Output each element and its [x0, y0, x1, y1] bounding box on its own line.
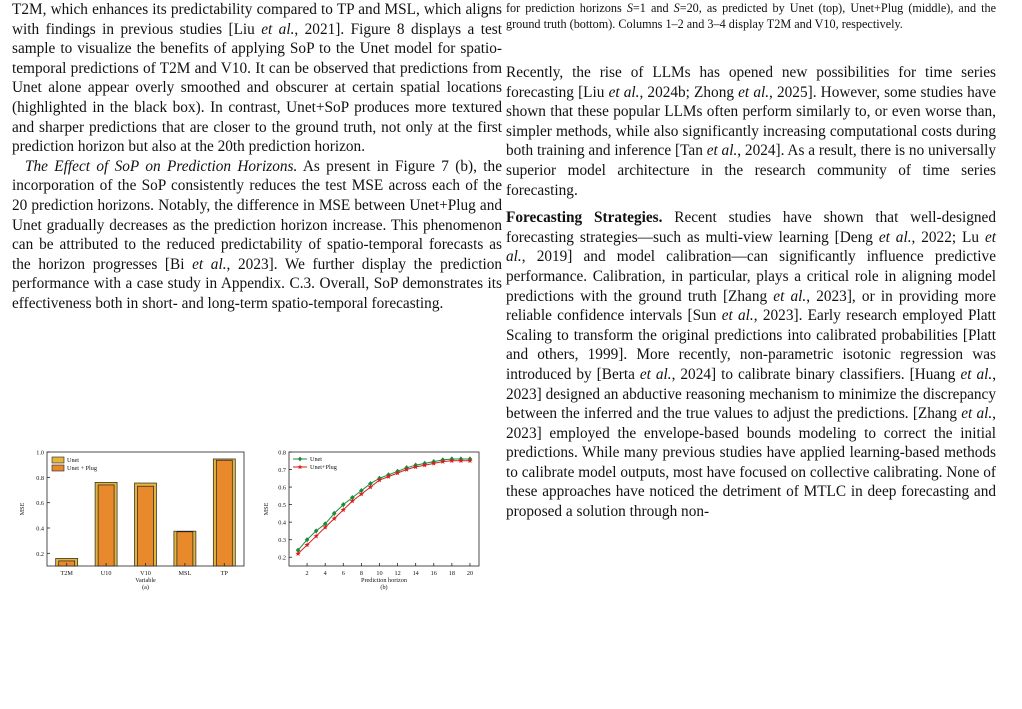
text-run: =20, as predicted by Unet (top), Unet+Plug (middle), and the ground truth (bottom). Columns 1–2 and 3–4 display T2M and V10, respectively. — [506, 1, 996, 31]
text-run: , 2022; Lu — [911, 228, 985, 246]
legend-swatch — [52, 465, 64, 471]
x-axis-label: Prediction horizon — [361, 577, 407, 584]
legend-swatch — [52, 457, 64, 463]
bar-unet-plug — [216, 460, 232, 566]
x-tick-label: 10 — [376, 570, 383, 577]
y-tick-label: 0.2 — [36, 550, 44, 558]
y-tick-label: 1.0 — [36, 449, 44, 457]
bar-unet-plug — [98, 485, 114, 566]
text-run: , 2024]. As a result, there is no universally superior model architecture in the research community of time series forecasting. — [506, 142, 997, 199]
text-run: S — [626, 1, 633, 15]
text-run: , 2024] to calibrate binary classifiers. [Huang — [671, 365, 961, 383]
y-tick-label: 0.4 — [36, 525, 44, 533]
text-run: et al. — [706, 142, 738, 160]
bar-unet-plug — [177, 532, 193, 566]
right-column — [506, 0, 996, 522]
y-tick-label: 0.8 — [36, 474, 44, 482]
paragraph-predictability — [12, 0, 502, 157]
text-run: et al. — [721, 307, 754, 325]
y-tick-label: 0.6 — [278, 484, 286, 492]
text-run: et al. — [639, 365, 672, 383]
y-axis-label: MSE — [263, 502, 270, 516]
series-line — [298, 459, 470, 550]
text-run: =1 and — [632, 1, 674, 15]
series-line — [298, 461, 470, 554]
text-run: , 2023]. Early research employed Platt Scaling to transform the original predictions into calibrated probabilities [Platt and others, 1999]. More recently, non-parametric isotonic regression was introduced by [Berta — [506, 307, 996, 383]
bar-chart-variable-mse — [12, 444, 252, 614]
text-run: , 2023] designed an abductive reasoning mechanism to minimize the discrepancy between the inferred and the true values to adjust the predictions. [Zhang — [506, 365, 997, 423]
x-tick-label: 2 — [305, 570, 309, 577]
text-run: , 2021]. Figure 8 displays a test sample to visualize the benefits of applying SoP to the Unet model for spatio-temporal predictions of T2M and V10. It can be observed that predictions from Unet alone appear overly smoothed and obscurer at certain spatial locations (highlighted in the black box). In contrast, Unet+SoP produces more textured and sharper predictions that are closer to the ground truth, not only at the first prediction horizon but also at the 20th prediction horizon. — [12, 20, 502, 156]
x-tick-label: 14 — [412, 570, 419, 577]
y-tick-label: 0.6 — [36, 500, 44, 508]
text-run: , 2023]. We further display the prediction performance with a case study in Appendix. C.3. Overall, SoP demonstrates its effectiveness both in short- and long-term spatio-temporal forecasting. — [12, 255, 502, 312]
x-tick-label: 12 — [394, 570, 401, 577]
x-tick-label: 18 — [448, 570, 455, 577]
text-run: Recently, the rise of LLMs has opened new possibilities for time series forecasting [Liu — [506, 64, 996, 101]
paragraph-llms — [506, 63, 996, 200]
text-run: , 2025]. However, some studies have shown that these popular LLMs often perform similarly to, or even worse than, simpler methods, while also significantly increasing computational costs during both training and inference [Tan — [506, 83, 996, 160]
text-run: for prediction horizons — [506, 1, 627, 15]
left-column — [12, 0, 502, 314]
legend-marker — [298, 457, 302, 462]
paragraph-prediction-horizons — [12, 157, 502, 314]
x-tick-label: 6 — [341, 570, 345, 577]
legend-marker — [298, 464, 303, 469]
x-tick-label: MSL — [178, 570, 192, 577]
x-tick-label: U10 — [100, 570, 112, 577]
figure-8-caption — [506, 0, 996, 32]
paragraph-forecasting-strategies — [506, 208, 996, 522]
subfigure-label: (a) — [142, 584, 149, 591]
figure-7 — [12, 444, 502, 709]
y-tick-label: 0.3 — [278, 537, 286, 545]
x-tick-label: 16 — [430, 570, 437, 577]
text-run: et al. — [608, 83, 640, 101]
text-run: As present in Figure 7 (b), the incorporation of the SoP consistently reduces the test MSE across each of the 20 prediction horizons. Notably, the difference in MSE between Unet+Plug and Unet gradually decreases as the prediction horizon increase. This phenomenon can be attributed to the reduced predictability of spatio-temporal forecasts as the horizon progresses [Bi — [12, 157, 502, 273]
text-run: et al. — [506, 228, 996, 266]
text-run: T2M, which enhances its predictability compared to TP and MSL, which aligns with findings in previous studies [Liu — [12, 1, 502, 38]
legend-label: Unet+Plug — [310, 464, 337, 472]
y-axis-label: MSE — [19, 502, 26, 516]
text-run: et al. — [738, 83, 770, 101]
legend-label: Unet — [310, 456, 323, 464]
y-tick-label: 0.8 — [278, 449, 286, 457]
x-tick-label: 8 — [359, 570, 363, 577]
x-tick-label: 4 — [323, 570, 327, 577]
y-tick-label: 0.2 — [278, 554, 286, 562]
x-tick-label: V10 — [140, 570, 151, 577]
subfigure-label: (b) — [380, 584, 388, 591]
x-tick-label: TP — [220, 570, 228, 577]
text-run: et al. — [960, 365, 993, 383]
x-tick-label: 20 — [466, 570, 474, 577]
text-run: Forecasting Strategies. — [506, 209, 663, 227]
text-run: et al. — [192, 255, 227, 273]
text-run: The Effect of SoP on Prediction Horizons. — [25, 157, 298, 175]
text-run: et al. — [878, 228, 912, 246]
text-run: S — [673, 1, 680, 15]
legend-label: Unet + Plug — [67, 465, 97, 472]
x-axis-label: Variable — [135, 577, 156, 584]
legend-label: Unet — [67, 457, 80, 464]
text-run: et al. — [773, 287, 807, 305]
x-tick-label: T2M — [60, 570, 73, 577]
bar-unet-plug — [138, 486, 154, 566]
text-run: , 2024b; Zhong — [639, 83, 739, 101]
y-tick-label: 0.4 — [278, 519, 286, 527]
text-run: et al. — [261, 20, 295, 38]
text-run: , 2023], or in providing more reliable confidence intervals [Sun — [506, 287, 996, 325]
text-run: et al. — [961, 405, 993, 423]
y-tick-label: 0.7 — [278, 467, 286, 475]
text-run: , 2019] and model calibration—can significantly influence predictive performance. Calibration, in particular, plays a critical role in aligning model predictions with the ground truth [Zhang — [506, 248, 996, 305]
text-run: , 2023] employed the envelope-based bounds modeling to correct the initial predictions. While many previous studies have applied learning-based methods to calibrate model outputs, most have focused on collective calibrating. None of these approaches have noticed the detriment of MTLC in deep forecasting and proposed a solution through non- — [506, 405, 996, 521]
text-run: Recent studies have shown that well-designed forecasting strategies—such as multi-view learning [Deng — [506, 209, 996, 246]
y-tick-label: 0.5 — [278, 502, 286, 510]
line-chart-prediction-horizon-mse — [257, 444, 487, 614]
